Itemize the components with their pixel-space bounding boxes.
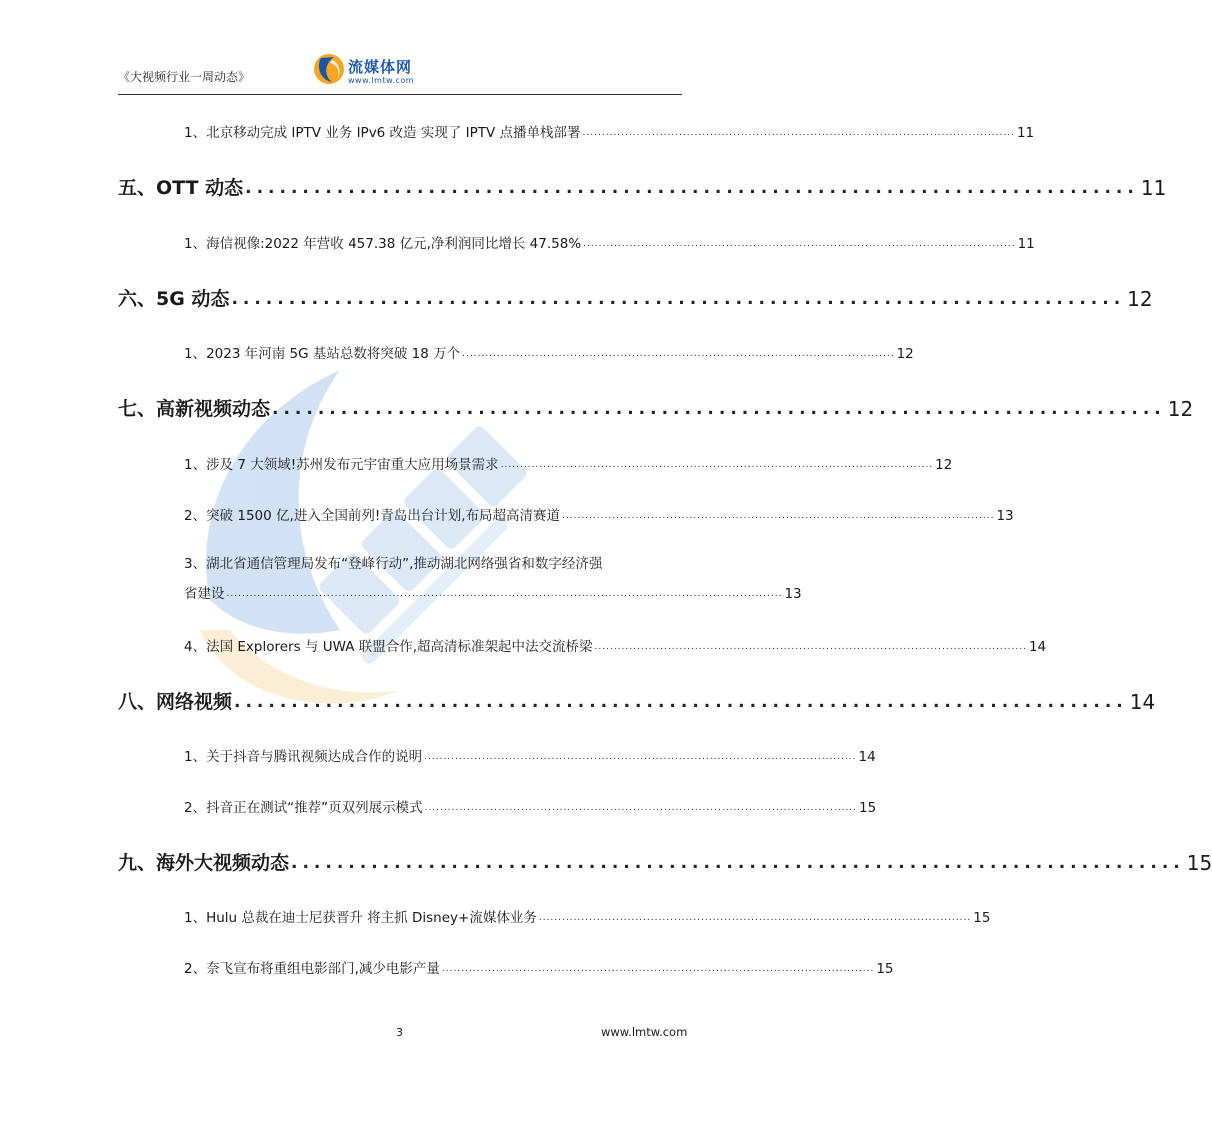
toc-section[interactable]: [118, 688, 1156, 714]
toc-section-page: 12: [1127, 287, 1153, 311]
toc-dot-leader: ..............................................................................: [272, 399, 1166, 419]
toc-entry-page: 14: [858, 749, 876, 765]
toc-dot-leader: ................................................................................................................: [562, 511, 995, 521]
toc-entry-page: 15: [973, 910, 991, 926]
toc-entry-label: 1、Hulu 总裁在迪士尼获晋升 将主抓 Disney+流媒体业务: [184, 910, 537, 926]
toc-dot-leader: ................................................................................................................: [441, 964, 875, 974]
toc-section-page: 14: [1129, 690, 1156, 714]
toc-section-label: 九、海外大视频动态: [118, 852, 290, 874]
toc-entry-label: 1、涉及 7 大领域!苏州发布元宇宙重大应用场景需求: [184, 457, 499, 473]
toc-entry-label: 2、奈飞宣布将重组电影部门,减少电影产量: [184, 961, 440, 977]
toc-section-label: 五、OTT 动态: [118, 177, 244, 199]
toc-section-page: 11: [1140, 176, 1167, 200]
toc-entry[interactable]: [184, 453, 953, 473]
toc-section[interactable]: [118, 174, 1167, 200]
toc-entry-label: 1、北京移动完成 IPTV 业务 IPv6 改造 实现了 IPTV 点播单栈部署: [184, 125, 581, 141]
toc-entry-page: 12: [896, 346, 914, 362]
toc-entry[interactable]: [184, 796, 877, 816]
toc-entry-label: 2、抖音正在测试“推荐”页双列展示模式: [184, 800, 423, 816]
toc-entry[interactable]: [184, 906, 991, 926]
toc-section[interactable]: [118, 285, 1153, 311]
toc-entry-page: 14: [1028, 639, 1047, 655]
toc-entry-page: 15: [876, 961, 894, 977]
toc-section-label: 八、网络视频: [118, 691, 233, 713]
toc-entry-page: 13: [996, 508, 1014, 524]
toc-entry[interactable]: [184, 745, 876, 765]
toc-section-label: 六、5G 动态: [118, 288, 230, 310]
toc-entry-label: 2、突破 1500 亿,进入全国前列!青岛出台计划,布局超高清赛道: [184, 508, 561, 524]
toc-section[interactable]: [118, 849, 1212, 875]
header-rule: [118, 94, 682, 95]
lmtw-logo-icon: [312, 52, 346, 86]
toc-entry[interactable]: [184, 957, 894, 977]
toc-entry-page: 11: [1017, 236, 1035, 252]
toc-entry-page: 12: [935, 457, 953, 473]
toc-entry-label: 1、关于抖音与腾讯视频达成合作的说明: [184, 749, 423, 765]
toc-entry-label: 1、2023 年河南 5G 基站总数将突破 18 万个: [184, 346, 461, 362]
toc-dot-leader: ..............................................................................: [231, 289, 1126, 309]
toc-dot-leader: ................................................................................................................: [424, 803, 857, 813]
toc-entry-page: 13: [784, 586, 802, 602]
toc-entry[interactable]: [184, 232, 1035, 252]
toc-entry[interactable]: [184, 121, 1035, 141]
toc-dot-leader: ................................................................................................................: [582, 128, 1015, 138]
toc-entry-page: 11: [1016, 125, 1035, 141]
toc-section-page: 12: [1167, 397, 1194, 421]
toc-dot-leader: ................................................................................................................: [500, 460, 934, 470]
toc-entry-label-continued: 省建设: [184, 586, 225, 602]
toc-entry[interactable]: [184, 635, 1047, 655]
toc-entry-page: 15: [859, 800, 877, 816]
toc-entry[interactable]: [184, 554, 802, 602]
toc-section-page: 15: [1186, 851, 1212, 875]
site-logo: [312, 52, 432, 88]
toc-dot-leader: ................................................................................................................................................: [226, 589, 783, 599]
toc-entry-label: 3、湖北省通信管理局发布“登峰行动”,推动湖北网络强省和数字经济强: [184, 556, 603, 572]
toc-dot-leader: ................................................................................................................: [538, 913, 972, 923]
toc-dot-leader: ..............................................................................: [234, 692, 1128, 712]
toc-section-label: 七、高新视频动态: [118, 398, 271, 420]
toc-dot-leader: ................................................................................................................: [424, 752, 857, 762]
toc-entry-label: 1、海信视像:2022 年营收 457.38 亿元,净利润同比增长 47.58%: [184, 236, 582, 252]
toc-dot-leader: ..............................................................................: [245, 178, 1139, 198]
logo-text: 流媒体网: [348, 58, 413, 76]
toc-dot-leader: ..............................................................................: [291, 853, 1185, 873]
page-number: 3: [396, 1026, 403, 1039]
toc-dot-leader: ................................................................................................................: [583, 239, 1016, 249]
toc-dot-leader: ................................................................................................................: [462, 349, 895, 359]
footer-url[interactable]: www.lmtw.com: [601, 1025, 688, 1039]
toc-section[interactable]: [118, 395, 1194, 421]
toc-dot-leader: ................................................................................................................: [594, 642, 1027, 652]
logo-url: www.lmtw.com: [348, 76, 415, 85]
toc-entry[interactable]: [184, 342, 914, 362]
toc-entry[interactable]: [184, 504, 1014, 524]
header-title: 《大视频行业一周动态》: [118, 70, 251, 84]
toc-entry-label: 4、法国 Explorers 与 UWA 联盟合作,超高清标准架起中法交流桥梁: [184, 639, 593, 655]
